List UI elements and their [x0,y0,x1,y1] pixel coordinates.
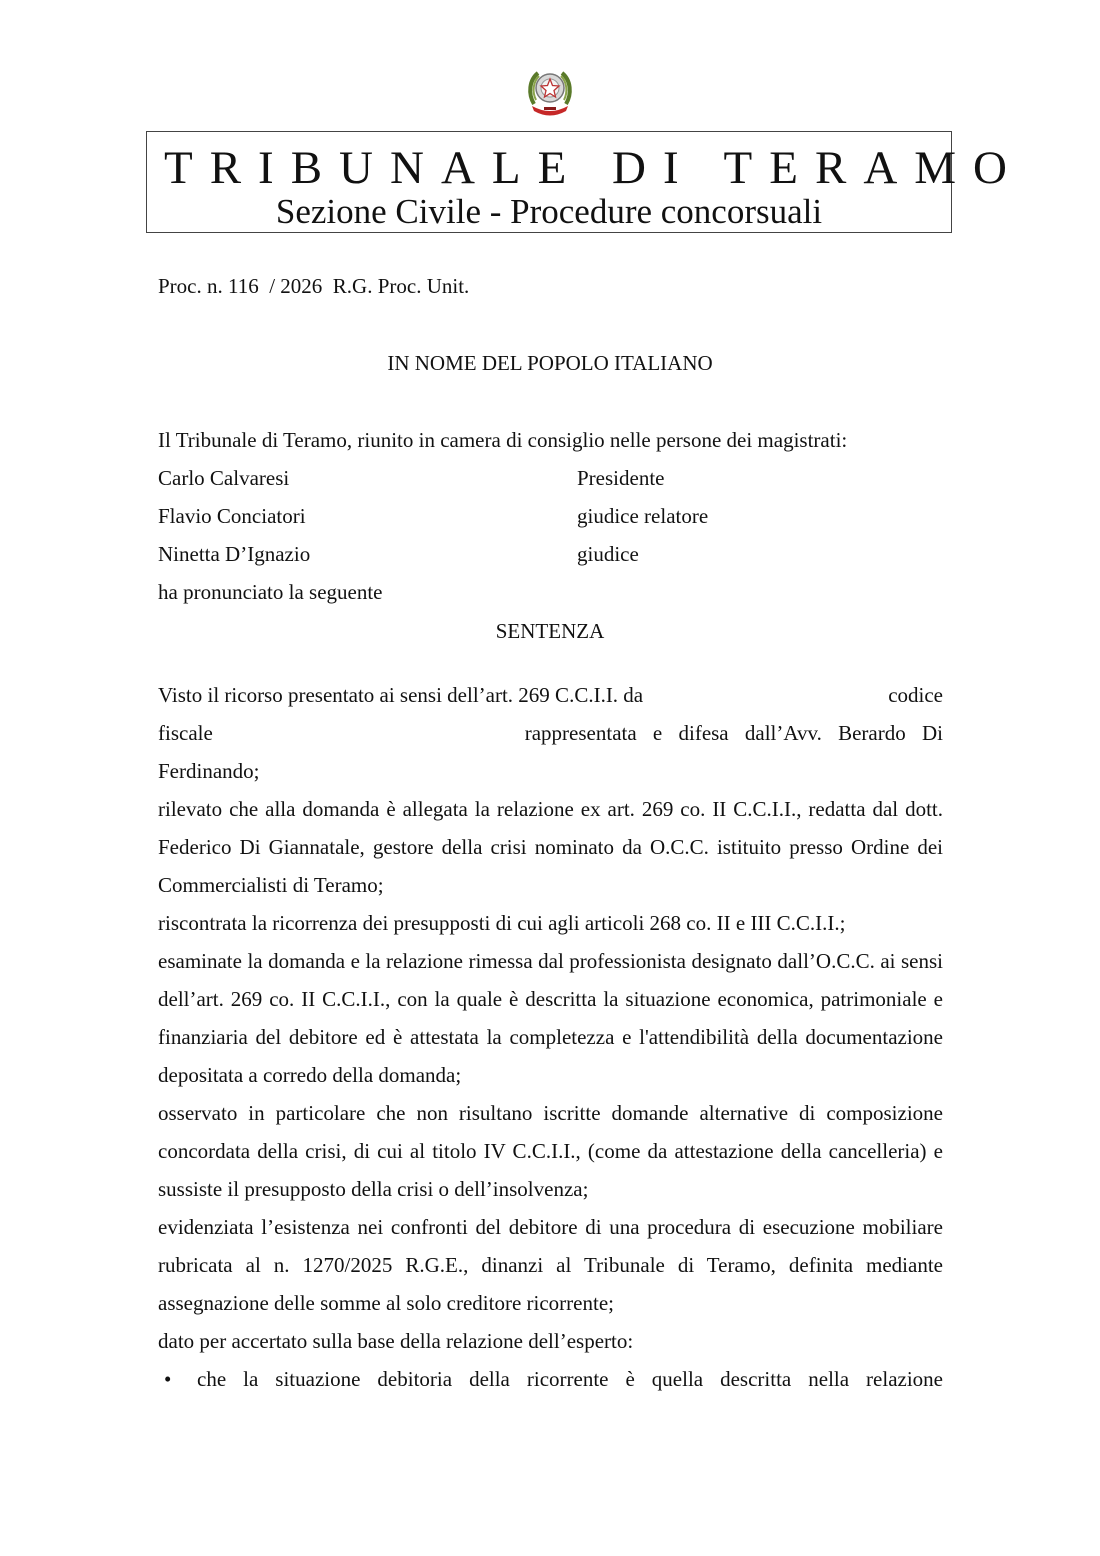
italian-republic-emblem-icon [524,64,576,118]
sentence-body [158,676,943,1398]
section-name: Sezione Civile - Procedure concorsuali [275,192,823,231]
paragraph: esaminate la domanda e la relazione rimessa dal professionista designato dall’O.C.C. ai sensi dell’art. 269 co. II C.C.I.I., con la quale è descritta la situazione economica, patrimoniale e finanziaria del debitore ed è attestata la completezza e l'attendibilità della documentazione depositata a corredo della domanda; [158,949,943,1087]
bullet-icon: • [164,1367,172,1391]
judge-name: Ninetta D’Ignazio [158,542,311,566]
third-line: Ferdinando; [158,759,260,783]
first-line-left: Visto il ricorso presentato ai sensi dell’art. 269 C.C.I.I. da [158,683,644,707]
paragraph: rilevato che alla domanda è allegata la relazione ex art. 269 co. II C.C.I.I., redatta dal dott. Federico Di Giannatale, gestore della crisi nominato da O.C.C. istituito presso Ordine dei Commercialisti di Teramo; [158,797,943,897]
judge-role: giudice [577,542,639,566]
proc-number: Proc. n. 116 / 2026 R.G. Proc. Unit. [158,274,470,298]
paragraph: dato per accertato sulla base della relazione dell’esperto: [158,1329,634,1353]
judge-name: Carlo Calvaresi [158,466,290,490]
judge-name: Flavio Conciatori [158,504,306,528]
judge-role: giudice relatore [577,504,709,528]
pronounced-text: ha pronunciato la seguente [158,580,383,604]
sentenza-title: SENTENZA [495,619,605,643]
first-line-right: codice [888,683,943,707]
paragraph: osservato in particolare che non risultano iscritte domande alternative di composizione concordata della crisi, di cui al titolo IV C.C.I.I., (come da attestazione della cancelleria) e sussiste il presupposto della crisi o dell’insolvenza; [158,1101,943,1201]
second-line-left: fiscale [158,721,213,745]
bullet-item [158,1360,943,1398]
second-line-right: rappresentata e difesa dall’Avv. Berardo Di [524,721,943,745]
heading: IN NOME DEL POPOLO ITALIANO [387,351,713,375]
paragraph: riscontrata la ricorrenza dei presupposti di cui agli articoli 268 co. II e III C.C.I.I.; [158,911,846,935]
first-paragraph [158,676,943,790]
intro-text: Il Tribunale di Teramo, riunito in camera di consiglio nelle persone dei magistrati: [158,428,848,452]
paragraph: evidenziata l’esistenza nei confronti del debitore di una procedura di esecuzione mobiliare rubricata al n. 1270/2025 R.G.E., dinanzi al Tribunale di Teramo, definita mediante assegnazione delle somme al solo creditore ricorrente; [158,1215,943,1315]
court-name: TRIBUNALE DI TERAMO [164,142,1024,194]
judge-role: Presidente [577,466,665,490]
court-header [146,131,1024,233]
bullet-text: che la situazione debitoria della ricorrente è quella descritta nella relazione [197,1367,943,1391]
